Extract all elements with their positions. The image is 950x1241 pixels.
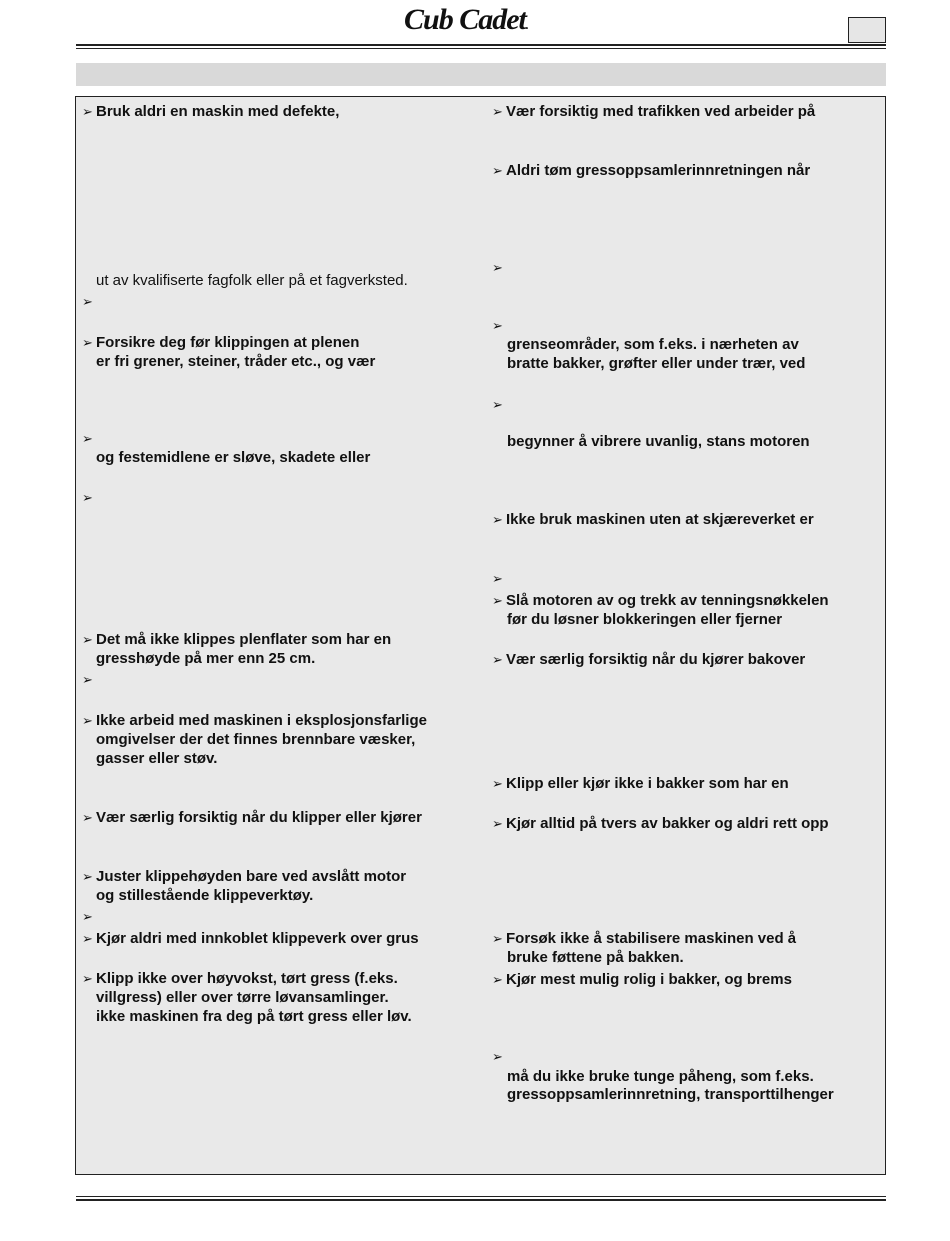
bullet-arrow-icon: ➢ <box>82 909 93 924</box>
left-column-line <box>82 631 391 649</box>
instruction-text: gresshøyde på mer enn 25 cm. <box>96 650 316 667</box>
bullet-arrow-icon: ➢ <box>82 971 93 986</box>
instruction-text: og festemidlene er sløve, skadete eller <box>96 449 371 466</box>
brand-logo-text: Cub Cadet <box>404 3 526 36</box>
right-column-line <box>507 355 805 373</box>
right-column-line <box>492 162 810 180</box>
right-column-line <box>492 570 506 588</box>
instruction-text: Ikke bruk maskinen uten at skjæreverket er <box>506 511 814 528</box>
right-column-line <box>492 930 796 948</box>
bullet-arrow-icon: ➢ <box>492 163 503 178</box>
bullet-arrow-icon: ➢ <box>492 397 503 412</box>
instruction-text: før du løsner blokkeringen eller fjerner <box>507 611 783 628</box>
instruction-text: grenseområder, som f.eks. i nærheten av <box>507 336 799 353</box>
instruction-text: Aldri tøm gressoppsamlerinnretningen når <box>506 162 811 179</box>
right-column-line <box>507 433 810 451</box>
header-rule-thick <box>76 44 886 46</box>
left-column-line <box>96 731 415 749</box>
bullet-arrow-icon: ➢ <box>492 931 503 946</box>
header-rule-thin <box>76 48 886 49</box>
brand-logo <box>404 4 579 36</box>
instruction-text: Kjør alltid på tvers av bakker og aldri rett opp <box>506 815 829 832</box>
bullet-arrow-icon: ➢ <box>82 104 93 119</box>
bullet-arrow-icon: ➢ <box>82 490 93 505</box>
bullet-arrow-icon: ➢ <box>492 260 503 275</box>
bullet-arrow-icon: ➢ <box>492 512 503 527</box>
left-column-line <box>82 809 422 827</box>
left-column-line <box>96 650 315 668</box>
left-column-line <box>96 750 217 768</box>
bullet-arrow-icon: ➢ <box>492 652 503 667</box>
right-column-line <box>492 592 829 610</box>
instruction-text: bratte bakker, grøfter eller under trær, ved <box>507 355 806 372</box>
instruction-text: ikke maskinen fra deg på tørt gress eller løv. <box>96 1008 412 1025</box>
instruction-text: ut av kvalifiserte fagfolk eller på et fagverksted. <box>96 272 408 289</box>
bullet-arrow-icon: ➢ <box>82 810 93 825</box>
right-column-line <box>492 815 829 833</box>
left-column-line <box>82 712 427 730</box>
left-column-line <box>82 293 96 311</box>
brand-logo-mark: . <box>525 18 528 32</box>
bullet-arrow-icon: ➢ <box>82 335 93 350</box>
page-number-box <box>848 17 886 43</box>
bullet-arrow-icon: ➢ <box>492 816 503 831</box>
bullet-arrow-icon: ➢ <box>82 294 93 309</box>
bullet-arrow-icon: ➢ <box>82 931 93 946</box>
left-column-line <box>96 353 375 371</box>
instruction-text: Forsikre deg før klippingen at plenen <box>96 334 360 351</box>
instruction-text: Kjør mest mulig rolig i bakker, og brems <box>506 971 792 988</box>
left-column-line <box>82 103 339 121</box>
bullet-arrow-icon: ➢ <box>492 1049 503 1064</box>
footer-rule-thin <box>76 1196 886 1197</box>
right-column-line <box>507 949 684 967</box>
section-title-band <box>76 63 886 86</box>
bullet-arrow-icon: ➢ <box>492 972 503 987</box>
right-column-line <box>492 259 506 277</box>
left-column-line <box>82 930 419 948</box>
right-column-line <box>492 511 814 529</box>
right-column-line <box>492 317 506 335</box>
left-column-line <box>96 887 313 905</box>
left-column-line <box>82 430 96 448</box>
instruction-text: Bruk aldri en maskin med defekte, <box>96 103 340 120</box>
right-column-line <box>507 1068 814 1086</box>
right-column-line <box>492 971 792 989</box>
bullet-arrow-icon: ➢ <box>492 104 503 119</box>
left-column-line <box>96 449 370 467</box>
instruction-text: Kjør aldri med innkoblet klippeverk over grus <box>96 930 419 947</box>
instruction-text: må du ikke bruke tunge påheng, som f.eks. <box>507 1068 814 1085</box>
bullet-arrow-icon: ➢ <box>492 776 503 791</box>
instruction-text: Slå motoren av og trekk av tenningsnøkkelen <box>506 592 829 609</box>
instruction-text: begynner å vibrere uvanlig, stans motoren <box>507 433 810 450</box>
bullet-arrow-icon: ➢ <box>492 593 503 608</box>
left-column-line <box>96 989 389 1007</box>
right-column-line <box>492 775 789 793</box>
left-column-line <box>82 489 96 507</box>
bullet-arrow-icon: ➢ <box>82 632 93 647</box>
right-column-line <box>492 396 506 414</box>
instruction-text: Juster klippehøyden bare ved avslått motor <box>96 868 407 885</box>
right-column-line <box>492 651 805 669</box>
instruction-text: Ikke arbeid med maskinen i eksplosjonsfarlige <box>96 712 427 729</box>
right-column-line <box>507 1086 834 1104</box>
bullet-arrow-icon: ➢ <box>492 318 503 333</box>
instruction-text: og stillestående klippeverktøy. <box>96 887 314 904</box>
instruction-text: Vær særlig forsiktig når du klipper eller kjører <box>96 809 422 826</box>
instruction-text: villgress) eller over tørre løvansamlinger. <box>96 989 389 1006</box>
instruction-text: Vær forsiktig med trafikken ved arbeider på <box>506 103 816 120</box>
right-column-line <box>507 336 799 354</box>
instruction-text: Klipp eller kjør ikke i bakker som har en <box>506 775 789 792</box>
left-column-line <box>82 970 398 988</box>
instruction-text: Det må ikke klippes plenflater som har en <box>96 631 392 648</box>
instruction-text: gressoppsamlerinnretning, transporttilhenger <box>507 1086 834 1103</box>
left-column-line <box>96 1008 412 1026</box>
bullet-arrow-icon: ➢ <box>492 571 503 586</box>
right-column-line <box>492 1048 506 1066</box>
right-column-line <box>507 611 782 629</box>
left-column-line <box>82 908 96 926</box>
instruction-text: gasser eller støv. <box>96 750 218 767</box>
right-column-line <box>492 103 815 121</box>
bullet-arrow-icon: ➢ <box>82 672 93 687</box>
footer-rule-thick <box>76 1199 886 1201</box>
left-column-line <box>82 671 96 689</box>
instruction-text: bruke føttene på bakken. <box>507 949 684 966</box>
instruction-text: Vær særlig forsiktig når du kjører bakover <box>506 651 806 668</box>
instruction-text: er fri grener, steiner, tråder etc., og vær <box>96 353 376 370</box>
left-column-line <box>82 868 406 886</box>
bullet-arrow-icon: ➢ <box>82 431 93 446</box>
instruction-text: omgivelser der det finnes brennbare væsker, <box>96 731 416 748</box>
instruction-text: Forsøk ikke å stabilisere maskinen ved å <box>506 930 797 947</box>
bullet-arrow-icon: ➢ <box>82 713 93 728</box>
left-column-line <box>96 272 408 290</box>
instruction-text: Klipp ikke over høyvokst, tørt gress (f.eks. <box>96 970 398 987</box>
left-column-line <box>82 334 359 352</box>
bullet-arrow-icon: ➢ <box>82 869 93 884</box>
